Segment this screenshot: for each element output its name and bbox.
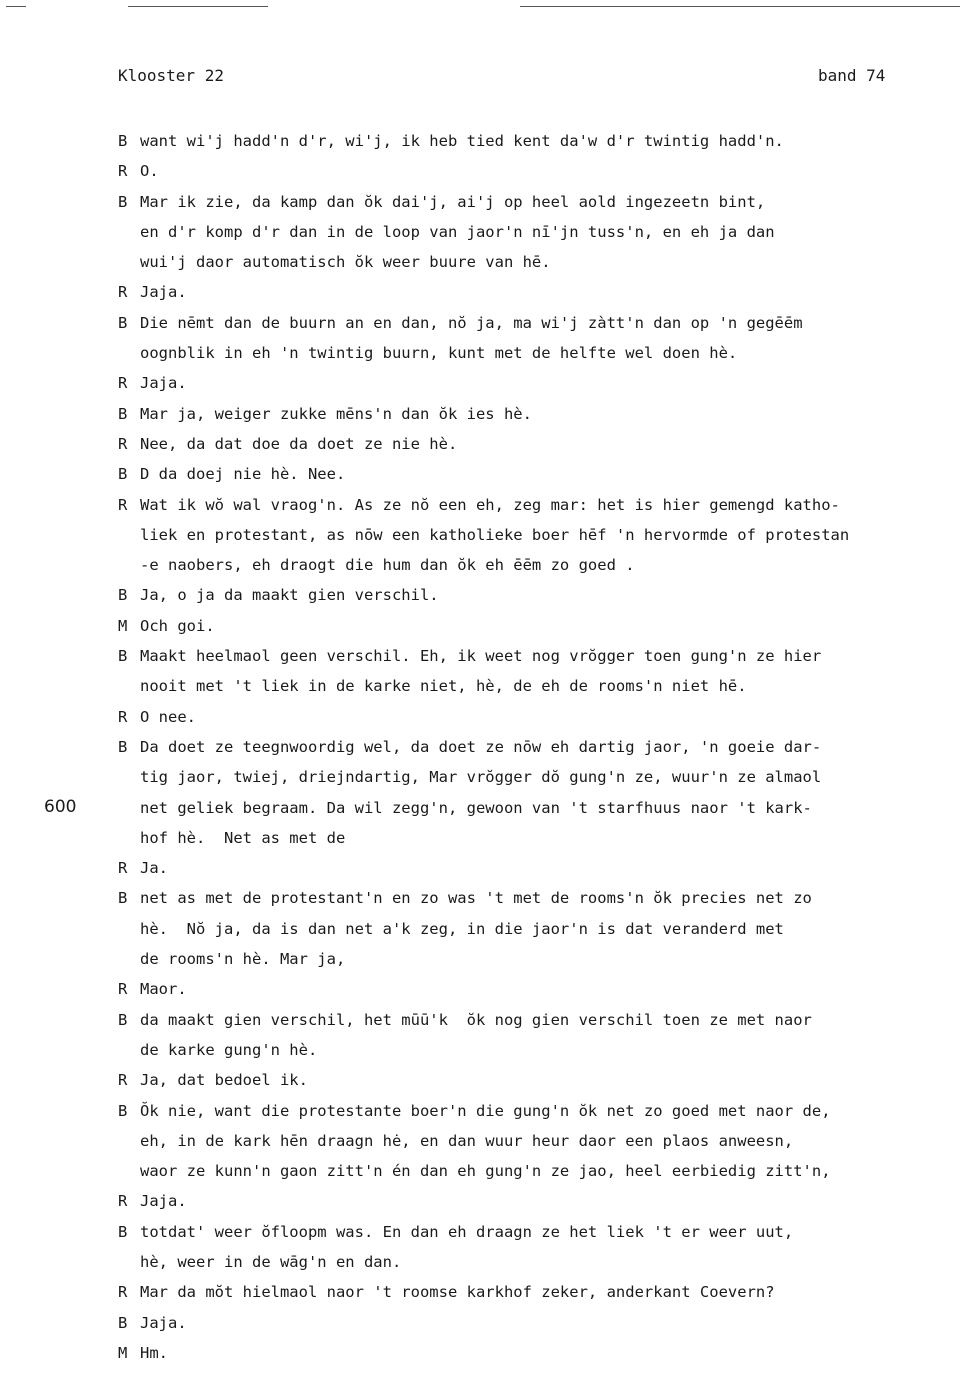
scan-edge-line bbox=[6, 6, 26, 7]
transcript-turn bbox=[118, 399, 966, 429]
utterance-line: Ŏk nie, want die protestante boer'n die gung'n ŏk net zo goed met naor de, bbox=[140, 1101, 831, 1120]
speaker-label: R bbox=[118, 1071, 128, 1090]
utterance-line: wui'j daor automatisch ŏk weer buure van hē. bbox=[140, 253, 551, 272]
transcript-turn bbox=[118, 883, 966, 974]
transcript-turn bbox=[118, 853, 966, 883]
utterance bbox=[140, 1308, 966, 1338]
utterance bbox=[140, 1217, 966, 1278]
utterance bbox=[140, 277, 966, 307]
utterance bbox=[140, 611, 966, 641]
utterance-line: liek en protestant, as nōw een katholieke boer hēf 'n hervormde of protestan bbox=[140, 525, 850, 544]
speaker-label: B bbox=[118, 1101, 128, 1120]
utterance-line: Ja, dat bedoel ik. bbox=[140, 1071, 308, 1090]
utterance-line: eh, in de kark hēn draagn hė, en dan wuur heur daor een plaos anweesn, bbox=[140, 1131, 794, 1150]
utterance-line: hof hè. Net as met de bbox=[140, 828, 346, 847]
utterance-line: Och goi. bbox=[140, 616, 215, 635]
speaker-label: B bbox=[118, 192, 128, 211]
scan-edge-line bbox=[128, 6, 268, 7]
transcript-turn bbox=[118, 1217, 966, 1278]
utterance-line: nooit met 't liek in de karke niet, hè, de eh de rooms'n niet hē. bbox=[140, 677, 747, 696]
utterance bbox=[140, 308, 966, 369]
utterance-line: net geliek begraam. Da wil zegg'n, gewoon van 't starfhuus naor 't kark- bbox=[140, 798, 812, 817]
transcript-turn bbox=[118, 490, 966, 581]
utterance bbox=[140, 853, 966, 883]
utterance-line: Maakt heelmaol geen verschil. Eh, ik weet nog vrŏgger toen gung'n ze hier bbox=[140, 647, 822, 666]
utterance-line: hè, weer in de wāg'n en dan. bbox=[140, 1252, 402, 1271]
speaker-label: R bbox=[118, 434, 128, 453]
transcript-turn bbox=[118, 277, 966, 307]
utterance-line: Jaja. bbox=[140, 283, 187, 302]
utterance bbox=[140, 1186, 966, 1216]
utterance bbox=[140, 1065, 966, 1095]
utterance-line: Mar ik zie, da kamp dan ŏk dai'j, ai'j op heel aold ingezeetn bint, bbox=[140, 192, 766, 211]
transcript-turn bbox=[118, 429, 966, 459]
utterance-line: totdat' weer ŏfloopm was. En dan eh draagn ze het liek 't er weer uut, bbox=[140, 1222, 794, 1241]
utterance-line: tig jaor, twiej, driejndartig, Mar vrŏgger dŏ gung'n ze, wuur'n ze almaol bbox=[140, 768, 822, 787]
utterance-line: O nee. bbox=[140, 707, 196, 726]
utterance bbox=[140, 974, 966, 1004]
utterance-line: -e naobers, eh draogt die hum dan ŏk eh ēēm zo goed . bbox=[140, 556, 635, 575]
speaker-label: R bbox=[118, 707, 128, 726]
utterance bbox=[140, 1005, 966, 1066]
transcript-turn bbox=[118, 156, 966, 186]
speaker-label: B bbox=[118, 647, 128, 666]
speaker-label: R bbox=[118, 283, 128, 302]
utterance-line: Da doet ze teegnwoordig wel, da doet ze nōw eh dartig jaor, 'n goeie dar- bbox=[140, 737, 822, 756]
speaker-label: R bbox=[118, 980, 128, 999]
transcript-turn bbox=[118, 732, 966, 853]
speaker-label: R bbox=[118, 1192, 128, 1211]
transcript-turn bbox=[118, 1005, 966, 1066]
speaker-label: B bbox=[118, 313, 128, 332]
utterance bbox=[140, 702, 966, 732]
utterance-line: Jaja. bbox=[140, 374, 187, 393]
utterance bbox=[140, 641, 966, 702]
utterance bbox=[140, 368, 966, 398]
transcript-turn bbox=[118, 1186, 966, 1216]
utterance-line: Jaja. bbox=[140, 1192, 187, 1211]
utterance bbox=[140, 1277, 966, 1307]
transcript-turn bbox=[118, 580, 966, 610]
margin-counter: 600 bbox=[44, 797, 77, 817]
utterance bbox=[140, 399, 966, 429]
speaker-label: R bbox=[118, 162, 128, 181]
utterance-line: waor ze kunn'n gaon zitt'n én dan eh gung'n ze jao, heel eerbiedig zitt'n, bbox=[140, 1162, 831, 1181]
speaker-label: R bbox=[118, 374, 128, 393]
utterance-line: Nee, da dat doe da doet ze nie hè. bbox=[140, 434, 458, 453]
speaker-label: M bbox=[118, 616, 128, 635]
utterance-line: hè. Nŏ ja, da is dan net a'k zeg, in die jaor'n is dat veranderd met bbox=[140, 919, 784, 938]
utterance bbox=[140, 1096, 966, 1187]
utterance-line: de rooms'n hè. Mar ja, bbox=[140, 950, 346, 969]
transcript-turn bbox=[118, 641, 966, 702]
speaker-label: B bbox=[118, 404, 128, 423]
utterance-line: net as met de protestant'n en zo was 't met de rooms'n ŏk precies net zo bbox=[140, 889, 812, 908]
utterance-line: Mar ja, weiger zukke mēns'n dan ŏk ies hè. bbox=[140, 404, 532, 423]
utterance-line: D da doej nie hè. Nee. bbox=[140, 465, 346, 484]
utterance bbox=[140, 459, 966, 489]
transcript-turn bbox=[118, 1096, 966, 1187]
speaker-label: R bbox=[118, 859, 128, 878]
utterance-line: Jaja. bbox=[140, 1313, 187, 1332]
utterance-line: Ja. bbox=[140, 859, 168, 878]
transcript-turn bbox=[118, 974, 966, 1004]
transcript-turn bbox=[118, 308, 966, 369]
utterance-line: da maakt gien verschil, het mūū'k ŏk nog gien verschil toen ze met naor bbox=[140, 1010, 812, 1029]
utterance-line: en d'r komp d'r dan in de loop van jaor'n nī'jn tuss'n, en eh ja dan bbox=[140, 222, 775, 241]
utterance bbox=[140, 126, 966, 156]
speaker-label: B bbox=[118, 889, 128, 908]
utterance-line: Mar da mŏt hielmaol naor 't roomse karkhof zeker, anderkant Coevern? bbox=[140, 1283, 775, 1302]
transcript-turn bbox=[118, 1277, 966, 1307]
utterance bbox=[140, 883, 966, 974]
utterance-line: Hm. bbox=[140, 1343, 168, 1362]
utterance-line: Wat ik wŏ wal vraog'n. As ze nŏ een eh, zeg mar: het is hier gemengd katho- bbox=[140, 495, 840, 514]
speaker-label: B bbox=[118, 586, 128, 605]
transcript bbox=[118, 126, 966, 1368]
speaker-label: B bbox=[118, 465, 128, 484]
transcript-turn bbox=[118, 459, 966, 489]
utterance-line: want wi'j hadd'n d'r, wi'j, ik heb tied kent da'w d'r twintig hadd'n. bbox=[140, 132, 784, 150]
utterance bbox=[140, 187, 966, 278]
tape-number: band 74 bbox=[818, 66, 886, 85]
transcript-turn bbox=[118, 368, 966, 398]
speaker-label: R bbox=[118, 495, 128, 514]
transcript-turn bbox=[118, 1308, 966, 1338]
speaker-label: B bbox=[118, 1313, 128, 1332]
speaker-label: B bbox=[118, 1010, 128, 1029]
utterance bbox=[140, 490, 966, 581]
scan-edge-line bbox=[520, 6, 960, 7]
transcript-turn bbox=[118, 1338, 966, 1368]
utterance-line: de karke gung'n hè. bbox=[140, 1040, 318, 1059]
transcript-turn bbox=[118, 1065, 966, 1095]
transcript-turn bbox=[118, 126, 966, 156]
transcript-turn bbox=[118, 702, 966, 732]
utterance bbox=[140, 580, 966, 610]
speaker-label: R bbox=[118, 1283, 128, 1302]
speaker-label: B bbox=[118, 132, 128, 150]
speaker-label: B bbox=[118, 1222, 128, 1241]
utterance-line: oognblik in eh 'n twintig buurn, kunt met de helfte wel doen hè. bbox=[140, 344, 738, 363]
transcript-turn bbox=[118, 187, 966, 278]
document-title: Klooster 22 bbox=[118, 66, 224, 85]
utterance-line: Ja, o ja da maakt gien verschil. bbox=[140, 586, 439, 605]
utterance bbox=[140, 429, 966, 459]
utterance-line: Die nēmt dan de buurn an en dan, nŏ ja, ma wi'j zàtt'n dan op 'n gegēēm bbox=[140, 313, 803, 332]
transcript-turn bbox=[118, 611, 966, 641]
utterance bbox=[140, 156, 966, 186]
utterance bbox=[140, 1338, 966, 1368]
speaker-label: B bbox=[118, 737, 128, 756]
speaker-label: M bbox=[118, 1343, 128, 1362]
utterance-line: Maor. bbox=[140, 980, 187, 999]
utterance-line: O. bbox=[140, 162, 159, 181]
utterance bbox=[140, 732, 966, 853]
